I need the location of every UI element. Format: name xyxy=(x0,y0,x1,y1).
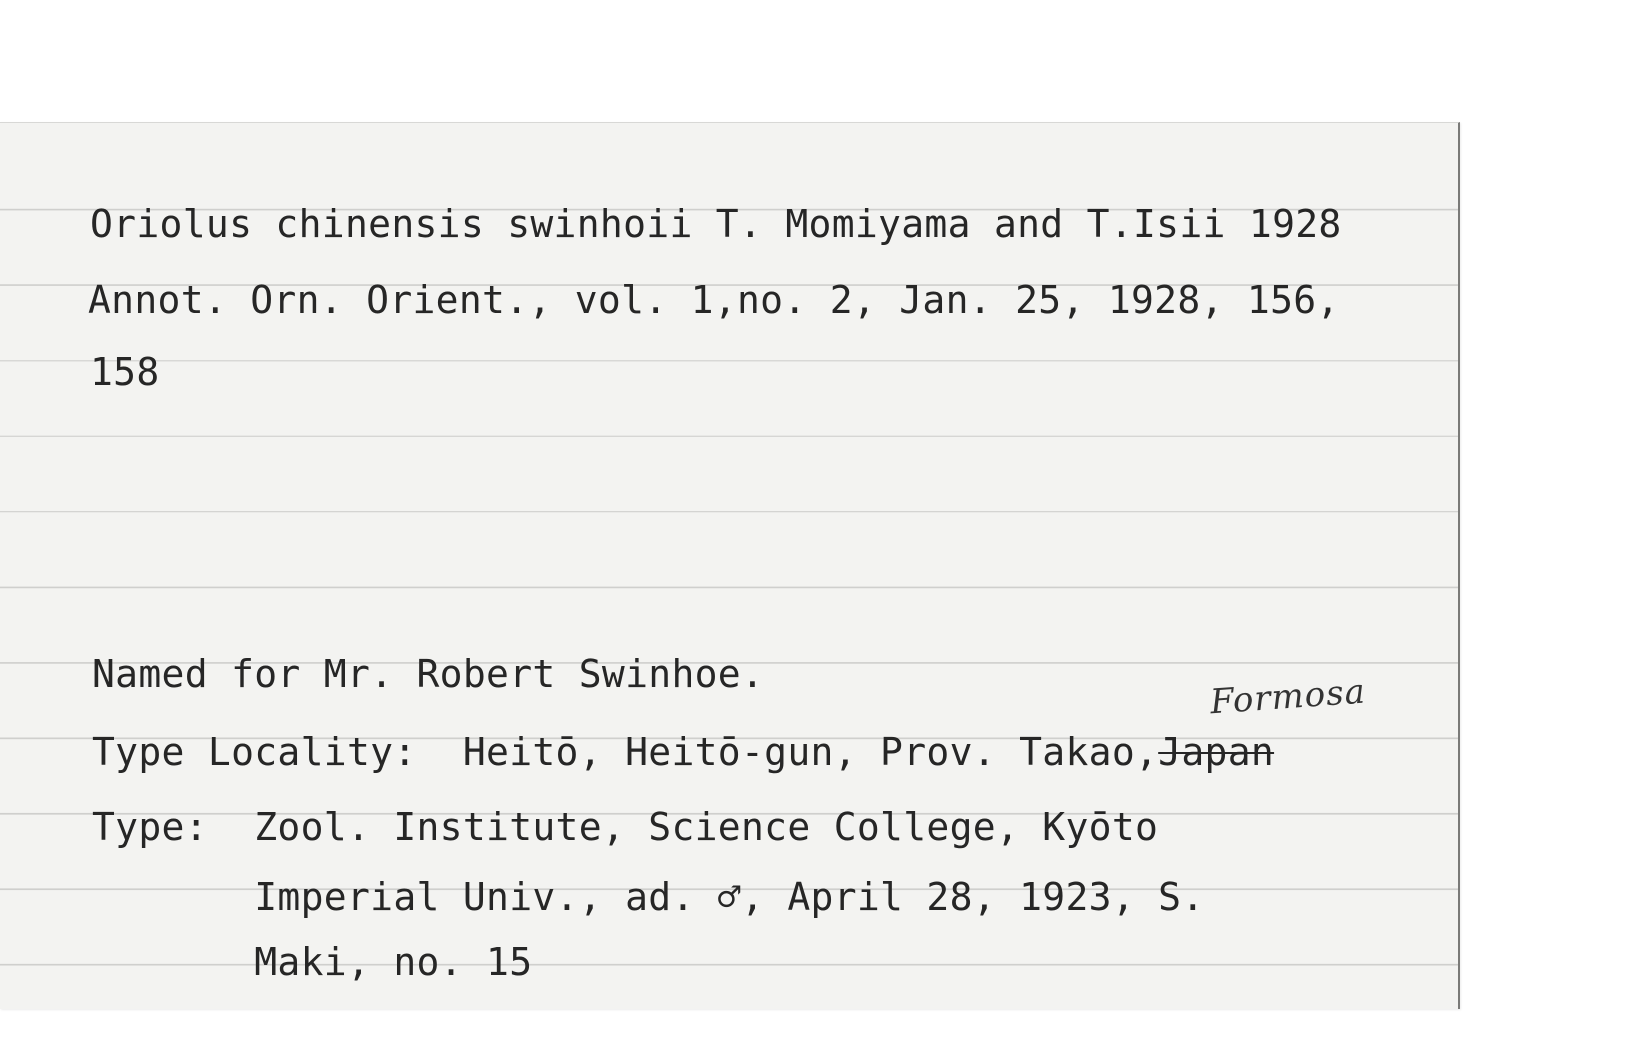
type-locality-line xyxy=(92,730,1275,774)
struck-text: Japan xyxy=(1158,730,1275,774)
type-locality-text: Type Locality: Heitō, Heitō-gun, Prov. Takao, xyxy=(92,730,1159,774)
citation-line: Annot. Orn. Orient., vol. 1,no. 2, Jan. 25, 1928, 156, xyxy=(88,278,1340,322)
index-card xyxy=(0,122,1460,1009)
type-continuation-line: Imperial Univ., ad. ♂, April 28, 1923, S. xyxy=(92,875,1205,919)
handwritten-correction: Formosa xyxy=(1208,671,1368,723)
type-line: Type: Zool. Institute, Science College, Kyōto xyxy=(92,805,1159,849)
type-collector-line: Maki, no. 15 xyxy=(92,940,533,984)
citation-page-line: 158 xyxy=(90,350,160,394)
named-for-line: Named for Mr. Robert Swinhoe. xyxy=(92,652,765,696)
species-name-line: Oriolus chinensis swinhoii T. Momiyama and T.Isii 1928 xyxy=(90,202,1342,246)
